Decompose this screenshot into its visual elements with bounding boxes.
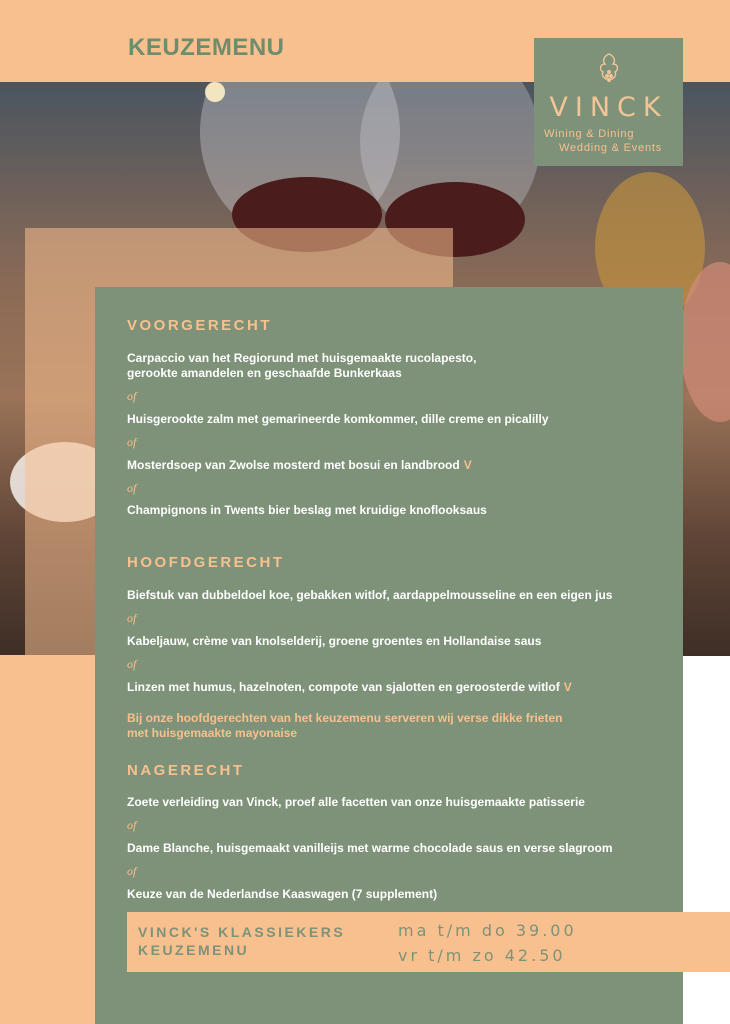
fries-note-line-1: Bij onze hoofdgerechten van het keuzemenu serveren wij verse dikke frieten xyxy=(127,711,563,725)
section-title-hoofdgerecht: HOOFDGERECHT xyxy=(127,554,285,571)
dish-hoofdgerecht-3 xyxy=(127,680,647,695)
price-label-klassiekers: VINCK'S KLASSIEKERS xyxy=(138,924,346,940)
logo-tagline-2: Wedding & Events xyxy=(559,142,663,154)
price-weekend: vr t/m zo 42.50 xyxy=(398,946,566,965)
section-title-nagerecht: NAGERECHT xyxy=(127,762,245,779)
dish-voorgerecht-2: Huisgerookte zalm met gemarineerde komkommer, dille creme en picalilly xyxy=(127,412,549,426)
dish-nagerecht-3: Keuze van de Nederlandse Kaaswagen (7 supplement) xyxy=(127,887,438,901)
or-separator: of xyxy=(127,435,137,449)
dish-voorgerecht-1-line-2: gerookte amandelen en geschaafde Bunkerkaas xyxy=(127,366,402,380)
price-weekday: ma t/m do 39.00 xyxy=(398,921,577,940)
dish-nagerecht-1: Zoete verleiding van Vinck, proef alle facetten van onze huisgemaakte patisserie xyxy=(127,795,585,809)
logo-tagline-1: Wining & Dining xyxy=(544,128,635,140)
vegetarian-mark-icon: V xyxy=(563,680,572,694)
or-separator: of xyxy=(127,481,137,495)
or-separator: of xyxy=(127,864,137,878)
or-separator: of xyxy=(127,657,137,671)
left-peach-band xyxy=(0,655,95,1024)
dish-hoofdgerecht-3-text: Linzen met humus, hazelnoten, compote van sjalotten en geroosterde witlof xyxy=(127,680,560,694)
vinck-logo xyxy=(534,38,683,166)
dish-nagerecht-2: Dame Blanche, huisgemaakt vanilleijs met warme chocolade saus en verse slagroom xyxy=(127,841,613,855)
dish-hoofdgerecht-1: Biefstuk van dubbeldoel koe, gebakken witlof, aardappelmousseline en een eigen jus xyxy=(127,588,613,602)
grape-leaf-icon xyxy=(596,52,622,86)
dish-voorgerecht-3-text: Mosterdsoep van Zwolse mosterd met bosui en landbrood xyxy=(127,458,460,472)
logo-brand-name: VINCK xyxy=(549,92,668,123)
dish-voorgerecht-4: Champignons in Twents bier beslag met kruidige knoflooksaus xyxy=(127,503,487,517)
page-title: KEUZEMENU xyxy=(128,34,285,61)
section-title-voorgerecht: VOORGERECHT xyxy=(127,317,273,334)
fries-note-line-2: met huisgemaakte mayonaise xyxy=(127,726,298,740)
price-label-keuzemenu: KEUZEMENU xyxy=(138,942,250,958)
or-separator: of xyxy=(127,818,137,832)
dish-voorgerecht-3 xyxy=(127,458,647,473)
dish-voorgerecht-1-line-1: Carpaccio van het Regiorund met huisgemaakte rucolapesto, xyxy=(127,351,477,365)
vegetarian-mark-icon: V xyxy=(463,458,472,472)
fries-note xyxy=(127,711,587,741)
or-separator: of xyxy=(127,389,137,403)
or-separator: of xyxy=(127,611,137,625)
dish-hoofdgerecht-2: Kabeljauw, crème van knolselderij, groene groentes en Hollandaise saus xyxy=(127,634,542,648)
